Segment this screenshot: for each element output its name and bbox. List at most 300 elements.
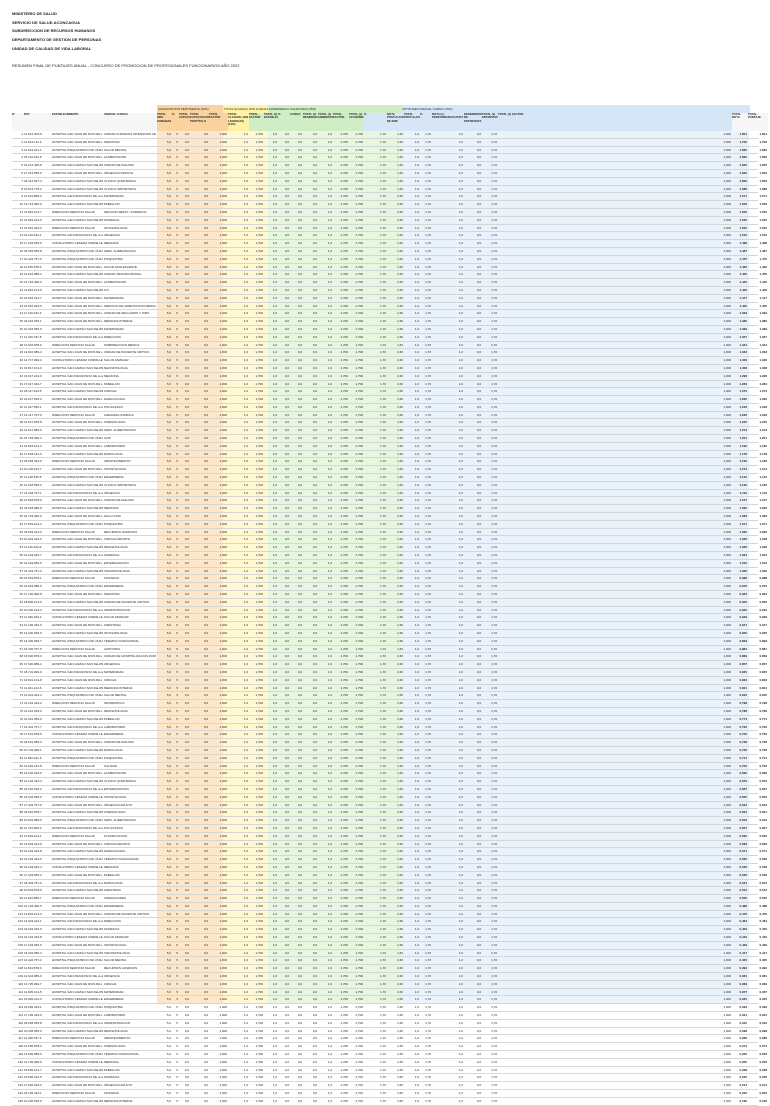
table-cell: 1,700 <box>748 139 767 146</box>
table-cell: 1,000 <box>498 209 731 216</box>
table-cell: 0,0 <box>190 458 208 465</box>
table-cell: 1,0 <box>318 981 332 988</box>
table-cell: 1,70 <box>482 388 497 395</box>
table-cell: 0,0 <box>303 264 317 271</box>
table-row <box>12 349 758 357</box>
table-cell: 1,0 <box>404 303 419 310</box>
table-cell: 0,607 <box>748 825 767 832</box>
table-cell: 0,0 <box>303 326 317 333</box>
table-cell: 5,0 <box>157 1012 171 1019</box>
table-cell: 5 <box>172 131 178 138</box>
table-cell: 1,70 <box>420 653 431 660</box>
table-cell: 5,0 <box>157 622 171 629</box>
table-cell: 18.721.090-K <box>24 669 51 676</box>
table-cell: 1,0 <box>318 599 332 606</box>
table-cell: 5 <box>172 201 178 208</box>
table-cell: 5 <box>172 622 178 629</box>
table-row <box>12 404 758 412</box>
table-cell: 0,0 <box>303 911 317 918</box>
table-cell: 0,0 <box>464 365 481 372</box>
table-cell: 0,0 <box>179 1082 189 1089</box>
table-cell: 1,0 <box>404 731 419 738</box>
table-cell: 0,0 <box>278 747 289 754</box>
table-cell: 0,0 <box>179 895 189 902</box>
table-row <box>12 303 758 311</box>
table-cell: 13.517.878-8 <box>24 419 51 426</box>
table-cell: 1,0 <box>228 248 248 255</box>
table-row <box>12 552 758 560</box>
table-cell: 1,0 <box>228 240 248 247</box>
table-cell: 1,000 <box>498 373 731 380</box>
table-cell: 0,0 <box>290 903 302 910</box>
table-cell: 1,0 <box>228 918 248 925</box>
table-cell: 1,0 <box>264 279 277 286</box>
table-cell: 1,0 <box>228 521 248 528</box>
table-row <box>12 334 758 342</box>
table-cell: 0,0 <box>278 373 289 380</box>
table-cell: 5,0 <box>157 349 171 356</box>
table-cell: 1,0 <box>264 817 277 824</box>
table-cell: 1,000 <box>498 310 731 317</box>
table-cell: 1,012 <box>748 560 767 567</box>
table-cell: 1,0 <box>404 1004 419 1011</box>
table-cell: 5,0 <box>157 544 171 551</box>
table-cell: 1,0 <box>228 256 248 263</box>
table-cell: 0,0 <box>464 186 481 193</box>
table-cell: 0,0 <box>303 724 317 731</box>
table-cell: 1,700 <box>249 295 263 302</box>
table-cell: PEDIATRIA <box>104 591 156 598</box>
table-cell: 1,0 <box>264 365 277 372</box>
table-cell: 1,70 <box>364 708 386 715</box>
table-cell: 0,0 <box>190 451 208 458</box>
table-cell: 0,0 <box>190 536 208 543</box>
table-cell: 1,0 <box>318 1028 332 1035</box>
table-cell: 0,0 <box>278 575 289 582</box>
table-cell: 1,70 <box>364 256 386 263</box>
table-cell: 1,700 <box>349 747 363 754</box>
table-cell: 1,0 <box>264 981 277 988</box>
table-cell: 1,70 <box>482 240 497 247</box>
table-cell: 1,700 <box>349 1020 363 1027</box>
table-cell: 1,000 <box>209 186 227 193</box>
table-cell: 1,70 <box>364 747 386 754</box>
table-cell: 1,70 <box>420 435 431 442</box>
table-cell: 5,0 <box>157 794 171 801</box>
table-cell: HOSPITAL PSIQUIATRICO DR. PHIL <box>52 147 103 154</box>
table-cell: 1,50 <box>387 911 403 918</box>
table-cell: 3 <box>12 147 23 154</box>
table-cell: 1,0 <box>318 903 332 910</box>
table-cell: 1,700 <box>333 427 348 434</box>
table-cell: 1,0 <box>318 841 332 848</box>
table-row <box>12 474 758 482</box>
table-cell: 1,700 <box>249 918 263 925</box>
table-cell: 1,700 <box>349 1012 363 1019</box>
table-cell: 1,0 <box>432 700 463 707</box>
table-cell: 1,0 <box>404 505 419 512</box>
table-row <box>12 1043 758 1051</box>
table-cell: 1,70 <box>482 708 497 715</box>
table-cell: 1,0 <box>432 809 463 816</box>
table-cell: 1,0 <box>318 661 332 668</box>
table-cell: 1,0 <box>264 271 277 278</box>
table-cell: 0,786 <box>732 708 747 715</box>
table-cell: 0,0 <box>303 186 317 193</box>
table-cell: 0,0 <box>290 388 302 395</box>
table-cell: 1,700 <box>249 560 263 567</box>
table-cell: 1,700 <box>349 591 363 598</box>
table-cell: 1,50 <box>387 147 403 154</box>
table-cell: GINECOLOGIA <box>104 848 156 855</box>
table-cell: 80 <box>12 747 23 754</box>
table-cell: ANESTESIA <box>104 887 156 894</box>
table-cell: 1,0 <box>318 802 332 809</box>
table-cell: 1,0 <box>318 162 332 169</box>
table-cell: 1,0 <box>228 926 248 933</box>
table-cell: 0,0 <box>303 614 317 621</box>
table-cell: 1,000 <box>209 669 227 676</box>
table-cell: 1,0 <box>228 1012 248 1019</box>
table-cell: 0,0 <box>464 419 481 426</box>
table-cell: 1,70 <box>364 154 386 161</box>
table-cell: 1,0 <box>432 349 463 356</box>
table-cell: 1,70 <box>364 334 386 341</box>
table-cell: 0,0 <box>303 965 317 972</box>
table-cell: 1,700 <box>349 1067 363 1074</box>
table-cell: 0,0 <box>290 474 302 481</box>
table-cell: 1,70 <box>482 209 497 216</box>
table-cell: 83 <box>12 770 23 777</box>
table-cell: 0,0 <box>179 692 189 699</box>
table-cell: 1,700 <box>333 482 348 489</box>
table-cell: 1,70 <box>482 981 497 988</box>
table-cell: 1,700 <box>249 334 263 341</box>
table-cell: 1,50 <box>387 1028 403 1035</box>
table-cell: 0,0 <box>290 466 302 473</box>
table-cell: 1,0 <box>432 591 463 598</box>
table-cell: 1,70 <box>364 186 386 193</box>
table-cell: HOSPITAL SAN CAMILO SAN FELIPE <box>52 747 103 754</box>
table-cell: 0,0 <box>179 295 189 302</box>
table-cell: 1,000 <box>498 560 731 567</box>
table-cell: 0,726 <box>732 747 747 754</box>
table-cell: 1,700 <box>349 419 363 426</box>
table-cell: 1,50 <box>387 303 403 310</box>
table-cell: 0,560 <box>748 856 767 863</box>
table-cell: 0,190 <box>732 1098 747 1105</box>
table-cell: 1,700 <box>333 552 348 559</box>
table-cell: 1,0 <box>404 677 419 684</box>
table-cell: 0,0 <box>303 474 317 481</box>
table-cell: 4 <box>12 154 23 161</box>
table-cell: 1,700 <box>349 599 363 606</box>
table-cell: 1,50 <box>387 918 403 925</box>
table-cell: 0,821 <box>732 685 747 692</box>
table-cell: 0,0 <box>179 630 189 637</box>
table-cell: 5 <box>172 786 178 793</box>
table-cell: PSIQUIATRIA <box>104 1004 156 1011</box>
table-cell: 1,0 <box>432 817 463 824</box>
table-cell: 1,70 <box>420 458 431 465</box>
table-cell: 1,0 <box>264 739 277 746</box>
table-cell: 1,000 <box>209 240 227 247</box>
table-cell: MATERNIDAD <box>104 193 156 200</box>
table-cell: 0,0 <box>290 287 302 294</box>
column-header: TOTAL NOTA <box>732 113 748 131</box>
table-cell: 1,0 <box>318 240 332 247</box>
table-cell: HOSPITAL SAN CAMILO SAN FELIPE <box>52 1098 103 1105</box>
table-cell: 1,333 <box>748 349 767 356</box>
table-cell: 1,700 <box>333 497 348 504</box>
table-cell: 0,0 <box>303 1035 317 1042</box>
table-cell: 1,000 <box>209 661 227 668</box>
table-cell: 1,000 <box>209 911 227 918</box>
table-cell: 1,5 <box>264 131 277 138</box>
table-cell: 0,0 <box>464 147 481 154</box>
table-cell: 0,0 <box>190 162 208 169</box>
table-cell: 1,0 <box>432 1020 463 1027</box>
table-row <box>12 856 758 864</box>
table-cell: 1,70 <box>364 178 386 185</box>
table-cell: 5,0 <box>157 381 171 388</box>
table-cell: HOSPITAL SAN CAMILO SAN FELIPE <box>52 950 103 957</box>
table-cell: 1,700 <box>333 770 348 777</box>
table-cell: 0,0 <box>303 404 317 411</box>
table-cell: 5 <box>172 326 178 333</box>
table-cell: 1,083 <box>732 513 747 520</box>
table-cell: 1,70 <box>482 763 497 770</box>
table-cell: 0,0 <box>290 794 302 801</box>
table-cell: 1,0 <box>404 942 419 949</box>
table-cell: 1,000 <box>209 271 227 278</box>
table-cell: CLINICO OBSTETRICA <box>104 482 156 489</box>
table-cell: 1,0 <box>264 349 277 356</box>
table-cell: 0,0 <box>278 848 289 855</box>
table-cell: 1,0 <box>264 178 277 185</box>
table-cell: 16.719.090-6 <box>24 513 51 520</box>
table-cell: 0,333 <box>732 1004 747 1011</box>
table-row <box>12 357 758 365</box>
table-cell: 0,833 <box>732 677 747 684</box>
table-cell: 1,000 <box>498 162 731 169</box>
table-cell: 1,000 <box>498 334 731 341</box>
table-cell: 0,0 <box>290 770 302 777</box>
table-cell: 0,0 <box>464 739 481 746</box>
table-cell: 1,700 <box>349 334 363 341</box>
table-cell: 11.119.434-9 <box>24 544 51 551</box>
table-cell: 1,0 <box>404 342 419 349</box>
table-cell: 5,0 <box>157 497 171 504</box>
table-cell: SALA CUNA <box>104 513 156 520</box>
table-cell: 1,70 <box>364 630 386 637</box>
table-cell: 0,250 <box>748 1059 767 1066</box>
table-cell: 15.321.656-9 <box>24 716 51 723</box>
table-cell: 0,810 <box>732 692 747 699</box>
table-cell: 1,70 <box>420 568 431 575</box>
table-cell: 1,000 <box>209 1098 227 1105</box>
table-cell: HOSPITAL SAN JUAN DE DIOS DE <box>52 770 103 777</box>
table-row <box>12 271 758 279</box>
table-row <box>12 614 758 622</box>
table-cell: 0,0 <box>464 1051 481 1058</box>
table-cell: 1,700 <box>349 490 363 497</box>
table-cell: 0,0 <box>190 1098 208 1105</box>
table-cell: 5,0 <box>157 318 171 325</box>
table-cell: 1,000 <box>498 1035 731 1042</box>
table-cell: 1,700 <box>333 373 348 380</box>
table-cell: 1,0 <box>318 716 332 723</box>
table-cell: 0,0 <box>190 303 208 310</box>
table-cell: 1,0 <box>404 856 419 863</box>
table-cell: 0,0 <box>179 911 189 918</box>
table-cell: 0,0 <box>278 755 289 762</box>
table-cell: 1,0 <box>264 1090 277 1097</box>
table-cell: 1,000 <box>209 404 227 411</box>
table-cell: 1,0 <box>432 287 463 294</box>
table-cell: 1,700 <box>249 809 263 816</box>
table-cell: AUDITORIA <box>104 646 156 653</box>
table-cell: 1,0 <box>432 373 463 380</box>
table-cell: 1,700 <box>333 607 348 614</box>
table-cell: 0,0 <box>179 536 189 543</box>
table-cell: 0,0 <box>464 482 481 489</box>
table-cell: 1,0 <box>264 724 277 731</box>
table-cell: 1,700 <box>349 989 363 996</box>
table-cell: 1,0 <box>264 669 277 676</box>
table-row <box>12 201 758 209</box>
table-cell: 1,000 <box>209 209 227 216</box>
table-cell: 1,000 <box>498 817 731 824</box>
table-cell: 0,0 <box>190 677 208 684</box>
table-cell: 0,0 <box>290 607 302 614</box>
table-cell: 5,0 <box>157 295 171 302</box>
table-cell: 1,70 <box>364 614 386 621</box>
table-row <box>12 763 758 771</box>
table-cell: 0,857 <box>732 661 747 668</box>
table-cell: 0,190 <box>748 1098 767 1105</box>
table-cell: 1,0 <box>318 926 332 933</box>
table-cell: 1,700 <box>333 1012 348 1019</box>
table-cell: HOSPITAL SAN JUAN DE DIOS DE <box>52 677 103 684</box>
table-cell: 0,0 <box>190 427 208 434</box>
table-cell: 1,700 <box>333 458 348 465</box>
table-row <box>12 957 758 965</box>
table-row <box>12 755 758 763</box>
table-cell: 1,0 <box>264 458 277 465</box>
table-cell: 0,345 <box>732 996 747 1003</box>
table-cell: 48 <box>12 497 23 504</box>
table-cell: 1,0 <box>404 1051 419 1058</box>
table-cell: 0,0 <box>190 950 208 957</box>
table-cell: 13.616.989-4 <box>24 349 51 356</box>
table-cell: 5 <box>172 848 178 855</box>
table-cell: 1,50 <box>387 685 403 692</box>
table-cell: 1,440 <box>748 279 767 286</box>
table-cell: 0,333 <box>748 1004 767 1011</box>
table-cell: 1,70 <box>364 575 386 582</box>
table-cell: 5 <box>172 170 178 177</box>
table-cell: 0,0 <box>303 1012 317 1019</box>
table-row <box>12 661 758 669</box>
table-cell: 1,70 <box>364 271 386 278</box>
table-cell: 0,0 <box>290 451 302 458</box>
table-cell: 1,50 <box>387 934 403 941</box>
table-cell: URGENCIA <box>104 232 156 239</box>
table-row <box>12 677 758 685</box>
table-cell: 1,700 <box>249 271 263 278</box>
table-cell: 1,700 <box>333 318 348 325</box>
table-cell: 106 <box>12 950 23 957</box>
table-cell: 1,000 <box>209 973 227 980</box>
table-cell: 1,700 <box>349 763 363 770</box>
table-cell: 73 <box>12 692 23 699</box>
table-cell: 1,70 <box>420 521 431 528</box>
table-cell: 1,50 <box>387 622 403 629</box>
table-cell: 0,0 <box>179 934 189 941</box>
table-cell: 1,700 <box>349 653 363 660</box>
table-row <box>12 575 758 583</box>
table-cell: 1,700 <box>349 365 363 372</box>
table-cell: 0,0 <box>190 794 208 801</box>
table-cell: 1,801 <box>732 131 747 138</box>
table-cell: 1,0 <box>264 521 277 528</box>
table-cell: 1,50 <box>387 474 403 481</box>
table-cell: 1,0 <box>432 989 463 996</box>
table-cell: 1,700 <box>249 817 263 824</box>
table-cell: 1,0 <box>264 1067 277 1074</box>
table-cell: 0,0 <box>190 186 208 193</box>
table-cell: 5,0 <box>157 583 171 590</box>
table-cell: 1,000 <box>498 646 731 653</box>
table-cell: 0,0 <box>278 583 289 590</box>
table-cell: 5 <box>172 474 178 481</box>
table-cell: 1,70 <box>420 895 431 902</box>
table-cell: 0,0 <box>190 708 208 715</box>
table-cell: 5 <box>172 1012 178 1019</box>
table-cell: 0,0 <box>464 599 481 606</box>
table-cell: 1,700 <box>249 614 263 621</box>
table-cell: 5,0 <box>157 170 171 177</box>
table-cell: 1,0 <box>432 575 463 582</box>
table-cell: 1,70 <box>420 342 431 349</box>
table-cell: 5 <box>172 638 178 645</box>
table-cell: 1,700 <box>333 466 348 473</box>
table-cell: 0,464 <box>732 918 747 925</box>
table-cell: HOSPITAL PSIQUIATRICO DR. PHIL <box>52 856 103 863</box>
table-cell: 1,700 <box>349 412 363 419</box>
table-cell: 1,700 <box>333 903 348 910</box>
table-cell: 0,0 <box>278 451 289 458</box>
table-cell: 1,700 <box>333 622 348 629</box>
table-cell: 5,0 <box>157 903 171 910</box>
table-cell: 0,0 <box>290 981 302 988</box>
table-cell: 1,0 <box>318 147 332 154</box>
table-cell: 1,0 <box>404 209 419 216</box>
table-cell: 1,70 <box>364 131 386 138</box>
table-cell: 1,700 <box>333 841 348 848</box>
table-row <box>12 770 758 778</box>
table-cell: 1,70 <box>420 552 431 559</box>
table-cell: 1,0 <box>264 334 277 341</box>
table-cell: 1,0 <box>404 638 419 645</box>
table-cell: 5,0 <box>157 560 171 567</box>
table-cell: 13.716.090-0 <box>24 279 51 286</box>
table-cell: 104 <box>12 934 23 941</box>
table-cell: 1,700 <box>349 887 363 894</box>
table-cell: 1,50 <box>387 692 403 699</box>
table-cell: 1,0 <box>432 279 463 286</box>
